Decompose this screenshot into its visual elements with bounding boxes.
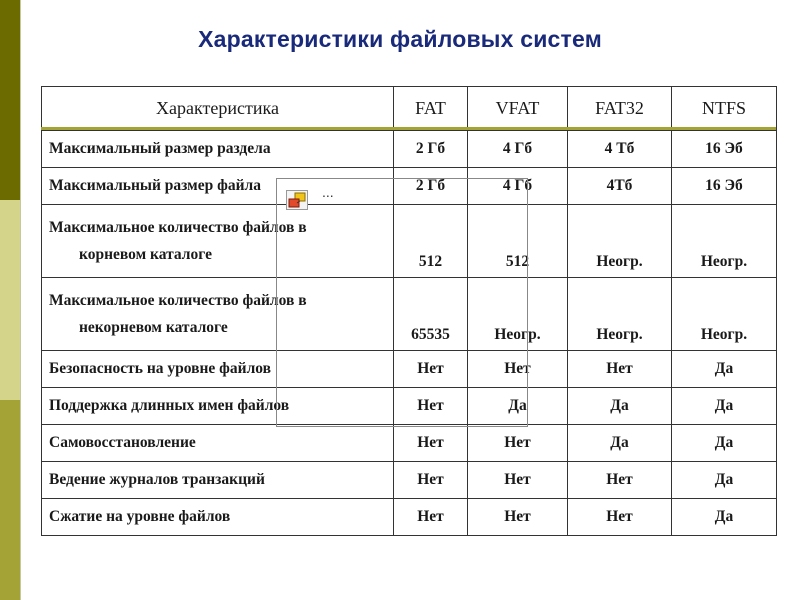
cell-ntfs: Да bbox=[672, 462, 777, 499]
cell-fat32: Нет bbox=[568, 499, 672, 536]
cell-vfat: 512 bbox=[468, 205, 568, 278]
row-label-line2: корневом каталоге bbox=[79, 246, 212, 263]
cell-vfat: Нет bbox=[468, 351, 568, 388]
embedded-object-dots: ... bbox=[322, 184, 334, 200]
cell-fat: 2 Гб bbox=[394, 131, 468, 168]
cell-fat: Нет bbox=[394, 388, 468, 425]
cell-fat32: Да bbox=[568, 425, 672, 462]
table-row bbox=[42, 462, 777, 499]
row-label-line1: Максимальное количество файлов в bbox=[49, 292, 307, 309]
cell-vfat: Нет bbox=[468, 499, 568, 536]
table-row bbox=[42, 499, 777, 536]
cell-ntfs: Неогр. bbox=[672, 205, 777, 278]
cell-fat: Нет bbox=[394, 462, 468, 499]
cell-ntfs: 16 Эб bbox=[672, 131, 777, 168]
cell-fat: Нет bbox=[394, 351, 468, 388]
header-ntfs: NTFS bbox=[672, 87, 777, 131]
header-characteristic: Характеристика bbox=[42, 87, 394, 131]
cell-fat32: 4 Тб bbox=[568, 131, 672, 168]
cell-ntfs: Да bbox=[672, 425, 777, 462]
table-header-row bbox=[42, 87, 777, 131]
row-label: Поддержка длинных имен файлов bbox=[42, 388, 394, 425]
cell-ntfs: Неогр. bbox=[672, 278, 777, 351]
table-row bbox=[42, 425, 777, 462]
cell-vfat: Да bbox=[468, 388, 568, 425]
row-label-line1: Максимальное количество файлов в bbox=[49, 219, 307, 236]
embedded-object-frame[interactable] bbox=[276, 178, 528, 427]
cell-fat32: Неогр. bbox=[568, 205, 672, 278]
cell-fat32: Неогр. bbox=[568, 278, 672, 351]
cell-ntfs: Да bbox=[672, 351, 777, 388]
side-divider bbox=[20, 0, 21, 600]
cell-fat: 512 bbox=[394, 205, 468, 278]
row-label: Самовосстановление bbox=[42, 425, 394, 462]
row-label: Максимальный размер файла bbox=[42, 168, 394, 205]
cell-ntfs: Да bbox=[672, 388, 777, 425]
cell-fat32: 4Тб bbox=[568, 168, 672, 205]
cell-vfat: Неогр. bbox=[468, 278, 568, 351]
cell-fat: Нет bbox=[394, 425, 468, 462]
embedded-object-icon[interactable] bbox=[286, 190, 308, 210]
header-underline bbox=[41, 127, 776, 130]
row-label: Ведение журналов транзакций bbox=[42, 462, 394, 499]
cell-vfat: 4 Гб bbox=[468, 168, 568, 205]
cell-fat32: Нет bbox=[568, 462, 672, 499]
row-label: Максимальный размер раздела bbox=[42, 131, 394, 168]
page-title: Характеристики файловых систем bbox=[198, 26, 602, 52]
cell-fat: 2 Гб bbox=[394, 168, 468, 205]
header-vfat: VFAT bbox=[468, 87, 568, 131]
row-label: Безопасность на уровне файлов bbox=[42, 351, 394, 388]
row-label: Сжатие на уровне файлов bbox=[42, 499, 394, 536]
header-fat32: FAT32 bbox=[568, 87, 672, 131]
header-fat: FAT bbox=[394, 87, 468, 131]
cell-ntfs: 16 Эб bbox=[672, 168, 777, 205]
cell-fat: Нет bbox=[394, 499, 468, 536]
cell-vfat: Нет bbox=[468, 425, 568, 462]
cell-fat32: Нет bbox=[568, 351, 672, 388]
cell-ntfs: Да bbox=[672, 499, 777, 536]
row-label-line2: некорневом каталоге bbox=[79, 319, 228, 336]
cell-vfat: 4 Гб bbox=[468, 131, 568, 168]
cell-fat32: Да bbox=[568, 388, 672, 425]
side-bar-middle bbox=[0, 200, 20, 400]
cell-vfat: Нет bbox=[468, 462, 568, 499]
cell-fat: 65535 bbox=[394, 278, 468, 351]
table-row bbox=[42, 131, 777, 168]
side-bar-bottom bbox=[0, 400, 20, 600]
